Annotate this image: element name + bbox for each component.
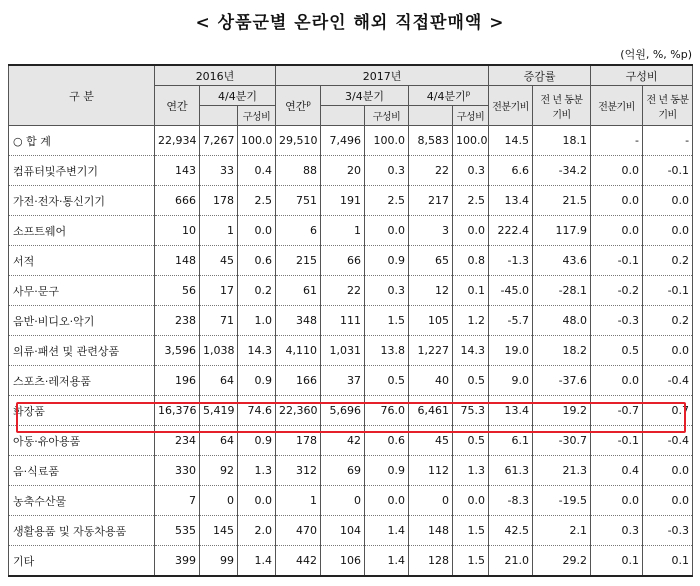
table-cell: -5.7: [489, 306, 533, 336]
row-label: 스포츠·레저용품: [9, 366, 155, 396]
row-label: 생활용품 및 자동차용품: [9, 516, 155, 546]
row-label: 의류·패션 및 관련상품: [9, 336, 155, 366]
table-cell: -0.1: [591, 246, 643, 276]
table-cell: 1: [321, 216, 365, 246]
table-cell: 64: [200, 366, 238, 396]
table-cell: 105: [409, 306, 453, 336]
table-cell: 0.2: [643, 246, 693, 276]
table-cell: 148: [409, 516, 453, 546]
table-cell: 666: [155, 186, 200, 216]
table-cell: 442: [276, 546, 321, 577]
table-cell: 0.6: [238, 246, 276, 276]
header-composition: 구성비: [591, 65, 693, 86]
table-cell: -0.3: [591, 306, 643, 336]
table-cell: 100.0: [365, 126, 409, 156]
table-cell: 2.5: [453, 186, 489, 216]
table-cell: 215: [276, 246, 321, 276]
table-cell: 18.2: [533, 336, 591, 366]
table-cell: -0.4: [643, 426, 693, 456]
table-cell: 64: [200, 426, 238, 456]
header-2017-q3-share: 구성비: [365, 106, 409, 126]
table-cell: 0.7: [643, 396, 693, 426]
table-cell: 2.5: [238, 186, 276, 216]
table-row: [9, 126, 693, 156]
table-cell: -37.6: [533, 366, 591, 396]
table-cell: 1.3: [238, 456, 276, 486]
table-cell: -19.5: [533, 486, 591, 516]
table-cell: -0.2: [591, 276, 643, 306]
table-cell: 40: [409, 366, 453, 396]
table-cell: 0.0: [591, 216, 643, 246]
header-2017-q4-value: [409, 106, 453, 126]
table-cell: 5,419: [200, 396, 238, 426]
header-2016: 2016년: [155, 65, 276, 86]
row-label: 사무·문구: [9, 276, 155, 306]
table-cell: -: [643, 126, 693, 156]
table-cell: 45: [409, 426, 453, 456]
table-cell: 0.0: [643, 456, 693, 486]
table-cell: 0.0: [453, 216, 489, 246]
table-cell: 535: [155, 516, 200, 546]
header-2016-q4-value: [200, 106, 238, 126]
table-cell: 234: [155, 426, 200, 456]
table-cell: 0.0: [643, 336, 693, 366]
table-cell: 0.0: [591, 366, 643, 396]
table-cell: -34.2: [533, 156, 591, 186]
table-row: [9, 216, 693, 246]
header-comp-yoy: 전 년 동분기비: [643, 86, 693, 126]
sales-table: [8, 64, 693, 577]
table-cell: 100.0: [238, 126, 276, 156]
table-cell: 0: [200, 486, 238, 516]
table-cell: 12: [409, 276, 453, 306]
table-row: [9, 246, 693, 276]
table-cell: -0.3: [643, 516, 693, 546]
table-cell: 0.1: [643, 546, 693, 577]
table-cell: 13.4: [489, 396, 533, 426]
table-cell: 751: [276, 186, 321, 216]
table-cell: 42: [321, 426, 365, 456]
table-cell: -0.1: [643, 276, 693, 306]
table-cell: 0.3: [365, 276, 409, 306]
table-cell: 75.3: [453, 396, 489, 426]
header-2017-q4-share: 구성비: [453, 106, 489, 126]
row-label: 아동·유아용품: [9, 426, 155, 456]
table-row: [9, 546, 693, 577]
header-2017-annual: 연간$^p$: [276, 86, 321, 126]
row-label: 소프트웨어: [9, 216, 155, 246]
table-cell: 88: [276, 156, 321, 186]
table-cell: 222.4: [489, 216, 533, 246]
table-cell: -45.0: [489, 276, 533, 306]
table-row: [9, 276, 693, 306]
table-cell: 71: [200, 306, 238, 336]
table-cell: 0.0: [591, 186, 643, 216]
table-cell: 92: [200, 456, 238, 486]
table-cell: 1,038: [200, 336, 238, 366]
table-cell: 61: [276, 276, 321, 306]
table-cell: -1.3: [489, 246, 533, 276]
header-2017-q3-value: [321, 106, 365, 126]
table-cell: 76.0: [365, 396, 409, 426]
table-cell: 29,510: [276, 126, 321, 156]
table-cell: -0.4: [643, 366, 693, 396]
table-row: [9, 456, 693, 486]
table-cell: 8,583: [409, 126, 453, 156]
table-cell: 399: [155, 546, 200, 577]
row-label: 음반·비디오·악기: [9, 306, 155, 336]
table-cell: 20: [321, 156, 365, 186]
table-cell: 2.5: [365, 186, 409, 216]
table-cell: 14.5: [489, 126, 533, 156]
table-cell: 21.5: [533, 186, 591, 216]
table-cell: 104: [321, 516, 365, 546]
table-cell: -: [591, 126, 643, 156]
table-cell: 22: [321, 276, 365, 306]
header-2016-q4-share: 구성비: [238, 106, 276, 126]
table-cell: 19.2: [533, 396, 591, 426]
table-cell: 143: [155, 156, 200, 186]
table-cell: 0.4: [591, 456, 643, 486]
row-label: ○ 합 계: [9, 126, 155, 156]
table-cell: 0.0: [643, 216, 693, 246]
table-cell: 1,031: [321, 336, 365, 366]
table-cell: 0.0: [591, 486, 643, 516]
table-cell: 17: [200, 276, 238, 306]
table-cell: 145: [200, 516, 238, 546]
header-growth-yoy: 전 년 동분기비: [533, 86, 591, 126]
table-cell: 29.2: [533, 546, 591, 577]
table-cell: 1.4: [365, 516, 409, 546]
table-cell: 2.1: [533, 516, 591, 546]
table-cell: 5,696: [321, 396, 365, 426]
row-label: 기타: [9, 546, 155, 577]
row-label: 음·식료품: [9, 456, 155, 486]
header-2017-q3: 3/4분기: [321, 86, 409, 106]
table-cell: 0.0: [591, 156, 643, 186]
table-cell: 1.5: [453, 546, 489, 577]
table-cell: 19.0: [489, 336, 533, 366]
table-cell: 100.0: [453, 126, 489, 156]
table-cell: 37: [321, 366, 365, 396]
table-cell: -30.7: [533, 426, 591, 456]
table-cell: 45: [200, 246, 238, 276]
table-cell: -28.1: [533, 276, 591, 306]
table-cell: 106: [321, 546, 365, 577]
table-cell: 22,360: [276, 396, 321, 426]
table-cell: -0.1: [591, 426, 643, 456]
table-cell: 6.6: [489, 156, 533, 186]
table-cell: 1.2: [453, 306, 489, 336]
header-growth-qoq: 전분기비: [489, 86, 533, 126]
table-cell: 6.1: [489, 426, 533, 456]
table-cell: 0: [409, 486, 453, 516]
table-cell: 111: [321, 306, 365, 336]
header-growth: 증감률: [489, 65, 591, 86]
table-cell: 14.3: [453, 336, 489, 366]
table-cell: 148: [155, 246, 200, 276]
table-cell: 1.4: [365, 546, 409, 577]
table-cell: 21.3: [533, 456, 591, 486]
table-cell: 0.1: [453, 276, 489, 306]
table-cell: 0.2: [643, 306, 693, 336]
table-cell: 0.2: [238, 276, 276, 306]
row-label: 농축수산물: [9, 486, 155, 516]
table-cell: 0.6: [365, 426, 409, 456]
table-cell: 14.3: [238, 336, 276, 366]
table-cell: 99: [200, 546, 238, 577]
table-row: [9, 516, 693, 546]
table-cell: 0.9: [238, 366, 276, 396]
table-cell: 0.0: [365, 486, 409, 516]
table-cell: 196: [155, 366, 200, 396]
table-cell: 2.0: [238, 516, 276, 546]
table-cell: 10: [155, 216, 200, 246]
table-cell: 191: [321, 186, 365, 216]
table-cell: 69: [321, 456, 365, 486]
table-row: [9, 336, 693, 366]
table-cell: 178: [276, 426, 321, 456]
table-cell: 48.0: [533, 306, 591, 336]
row-label: 화장품: [9, 396, 155, 426]
row-label: 가전·전자·통신기기: [9, 186, 155, 216]
row-label: 서적: [9, 246, 155, 276]
table-cell: 43.6: [533, 246, 591, 276]
table-cell: 0.4: [238, 156, 276, 186]
table-cell: 0.0: [643, 486, 693, 516]
table-cell: 0.5: [365, 366, 409, 396]
table-row: [9, 426, 693, 456]
row-label: 컴퓨터및주변기기: [9, 156, 155, 186]
table-cell: 0.8: [453, 246, 489, 276]
table-cell: 117.9: [533, 216, 591, 246]
table-cell: 6,461: [409, 396, 453, 426]
table-cell: 66: [321, 246, 365, 276]
table-cell: 112: [409, 456, 453, 486]
table-cell: 7: [155, 486, 200, 516]
table-cell: 13.8: [365, 336, 409, 366]
table-cell: 178: [200, 186, 238, 216]
table-row: [9, 486, 693, 516]
table-cell: 3,596: [155, 336, 200, 366]
table-cell: 1.4: [238, 546, 276, 577]
header-category: 구 분: [9, 65, 155, 126]
table-body: [9, 126, 693, 577]
table-cell: 1,227: [409, 336, 453, 366]
header-2016-annual: 연간: [155, 86, 200, 126]
table-cell: -8.3: [489, 486, 533, 516]
header-2017: 2017년: [276, 65, 489, 86]
table-cell: 74.6: [238, 396, 276, 426]
table-cell: 128: [409, 546, 453, 577]
table-cell: 42.5: [489, 516, 533, 546]
table-cell: 0.0: [238, 486, 276, 516]
table-cell: 166: [276, 366, 321, 396]
table-cell: 0.1: [591, 546, 643, 577]
table-cell: 0.5: [453, 366, 489, 396]
table-cell: 0.0: [643, 186, 693, 216]
table-cell: 0.5: [453, 426, 489, 456]
table-cell: 238: [155, 306, 200, 336]
table-cell: 348: [276, 306, 321, 336]
table-cell: 1.3: [453, 456, 489, 486]
table-cell: 0.3: [591, 516, 643, 546]
table-cell: 0.9: [238, 426, 276, 456]
table-cell: 13.4: [489, 186, 533, 216]
page-title: < 상품군별 온라인 해외 직접판매액 >: [195, 13, 505, 33]
table-cell: 16,376: [155, 396, 200, 426]
header-2017-q4: 4/4분기$^p$: [409, 86, 489, 106]
table-row: [9, 366, 693, 396]
unit-note: (억원, %, %p): [620, 48, 692, 61]
table-cell: 470: [276, 516, 321, 546]
table-cell: 21.0: [489, 546, 533, 577]
table-cell: 312: [276, 456, 321, 486]
table-row: [9, 156, 693, 186]
table-cell: 7,496: [321, 126, 365, 156]
table-cell: 18.1: [533, 126, 591, 156]
table-cell: 0.9: [365, 246, 409, 276]
table-cell: 0.5: [591, 336, 643, 366]
table-cell: 0.3: [365, 156, 409, 186]
table-cell: -0.1: [643, 156, 693, 186]
table-cell: 22: [409, 156, 453, 186]
table-row: [9, 396, 693, 426]
table-row: [9, 186, 693, 216]
table-row: [9, 306, 693, 336]
table-cell: 1.0: [238, 306, 276, 336]
table-cell: 0.3: [453, 156, 489, 186]
table-cell: 0.0: [238, 216, 276, 246]
table-cell: 0: [321, 486, 365, 516]
table-cell: 33: [200, 156, 238, 186]
table-cell: 56: [155, 276, 200, 306]
table-cell: 3: [409, 216, 453, 246]
table-cell: 217: [409, 186, 453, 216]
table-cell: 9.0: [489, 366, 533, 396]
table-cell: 1.5: [365, 306, 409, 336]
header-2016-q4: 4/4분기: [200, 86, 276, 106]
table-cell: 330: [155, 456, 200, 486]
table-cell: 0.0: [365, 216, 409, 246]
table-cell: 0.0: [453, 486, 489, 516]
table-cell: 7,267: [200, 126, 238, 156]
table-cell: -0.7: [591, 396, 643, 426]
header-comp-qoq: 전분기비: [591, 86, 643, 126]
table-cell: 6: [276, 216, 321, 246]
table-cell: 1.5: [453, 516, 489, 546]
table-cell: 65: [409, 246, 453, 276]
table-cell: 4,110: [276, 336, 321, 366]
table-cell: 61.3: [489, 456, 533, 486]
table-cell: 22,934: [155, 126, 200, 156]
table-cell: 0.9: [365, 456, 409, 486]
table-cell: 1: [200, 216, 238, 246]
table-cell: 1: [276, 486, 321, 516]
